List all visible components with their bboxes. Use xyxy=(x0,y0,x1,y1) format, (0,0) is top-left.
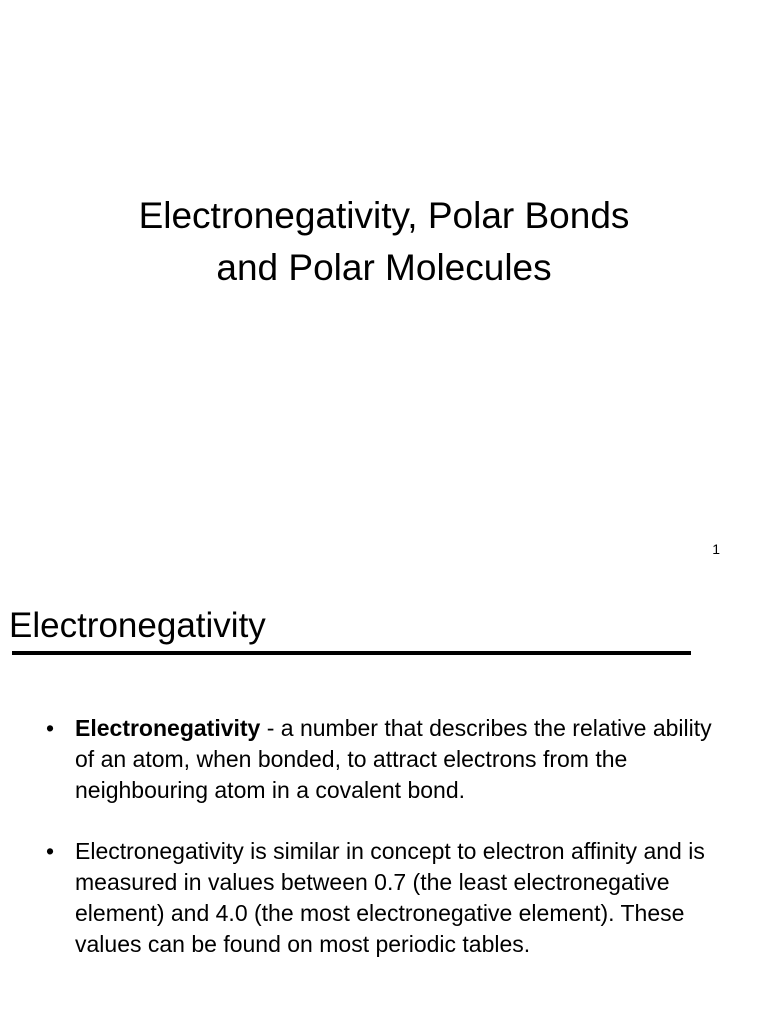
bullet-list xyxy=(46,713,736,990)
section-heading: Electronegativity xyxy=(9,606,266,645)
bullet-item xyxy=(46,836,736,960)
slide-title-line-1: Electronegativity, Polar Bonds xyxy=(138,195,630,236)
bullet-text: Electronegativity is similar in concept to electron affinity and is measured in values between 0.7 (the least electronegative element) and 4.0 (the most electronegative element). These values can be found on most periodic tables. xyxy=(75,838,705,957)
heading-underline xyxy=(12,651,691,655)
slide-title-line-2: and Polar Molecules xyxy=(216,247,552,288)
slide-2 xyxy=(0,575,768,1024)
bullet-item xyxy=(46,713,736,806)
slide-title xyxy=(0,190,768,294)
page-number: 1 xyxy=(712,541,720,557)
bullet-text: - a number that describes the relative ability of an atom, when bonded, to attract electrons from the neighbouring atom in a covalent bond. xyxy=(75,715,712,803)
bullet-marker: • xyxy=(46,838,55,864)
bullet-marker: • xyxy=(46,715,55,741)
bullet-term: Electronegativity xyxy=(75,715,261,741)
